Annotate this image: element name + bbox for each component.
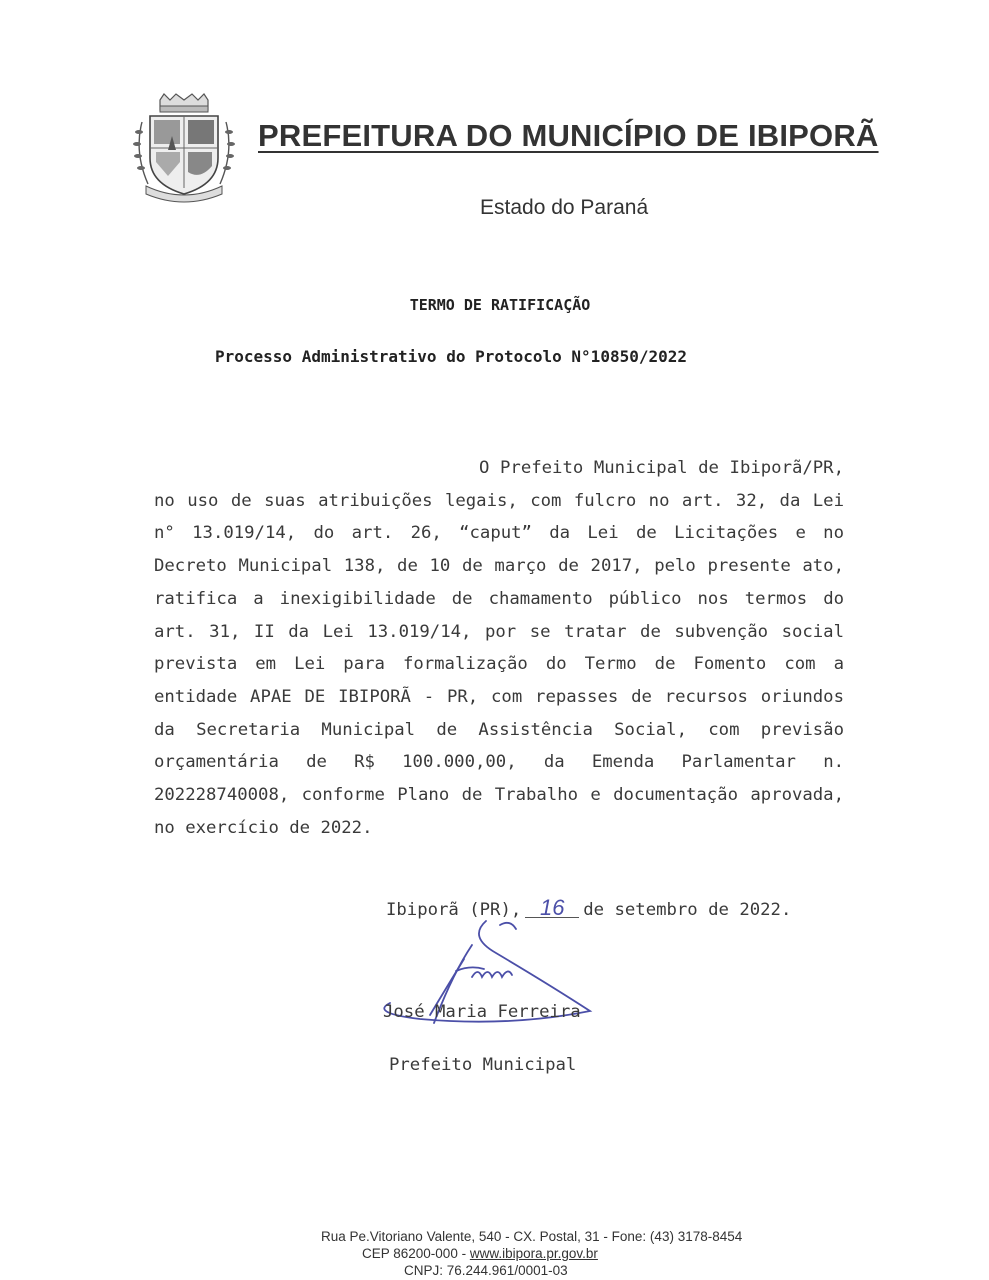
footer-website-link[interactable]: www.ibipora.pr.gov.br [469,1246,598,1261]
document-title: TERMO DE RATIFICAÇÃO [409,296,591,314]
footer-cep-line [362,1245,598,1263]
footer-address: Rua Pe.Vitoriano Valente, 540 - CX. Postal, 31 - Fone: (43) 3178-8454 [321,1229,743,1244]
municipal-crest-icon [128,92,240,204]
date-suffix: de setembro de 2022. [583,900,792,920]
footer-cep: CEP 86200-000 - [362,1246,467,1261]
date-prefix: Ibiporã (PR), [386,900,522,920]
signer-name: José Maria Ferreira [383,1002,581,1022]
state-subtitle: Estado do Paraná [480,196,649,219]
ratification-body: O Prefeito Municipal de Ibiporã/PR, no uso de suas atribuições legais, com fulcro no art. 32, da Lei n° 13.019/14, do art. 26, “caput” da Lei de Licitações e no Decreto Municipal 138, de 10 de março de 2017, pelo presente ato, ratifica a inexigibilidade de chamamento público nos termos do art. 31, II da Lei 13.019/14, por se tratar de subvenção social prevista em Lei para formalização do Termo de Fomento com a entidade APAE DE IBIPORÃ - PR, com repasses de recursos oriundos da Secretaria Municipal de Assistência Social, com previsão orçamentária de R$ 100.000,00, da Emenda Parlamentar n. 202228740008, conforme Plano de Trabalho e documentação aprovada, no exercício de 2022. [154,458,844,838]
signer-role: Prefeito Municipal [389,1055,577,1075]
footer-cnpj: CNPJ: 76.244.961/0001-03 [404,1263,568,1278]
process-subtitle: Processo Administrativo do Protocolo N°10850/2022 [215,347,688,366]
municipality-title: PREFEITURA DO MUNICÍPIO DE IBIPORÃ [258,118,879,153]
date-day-handwritten: 16 [525,899,579,918]
